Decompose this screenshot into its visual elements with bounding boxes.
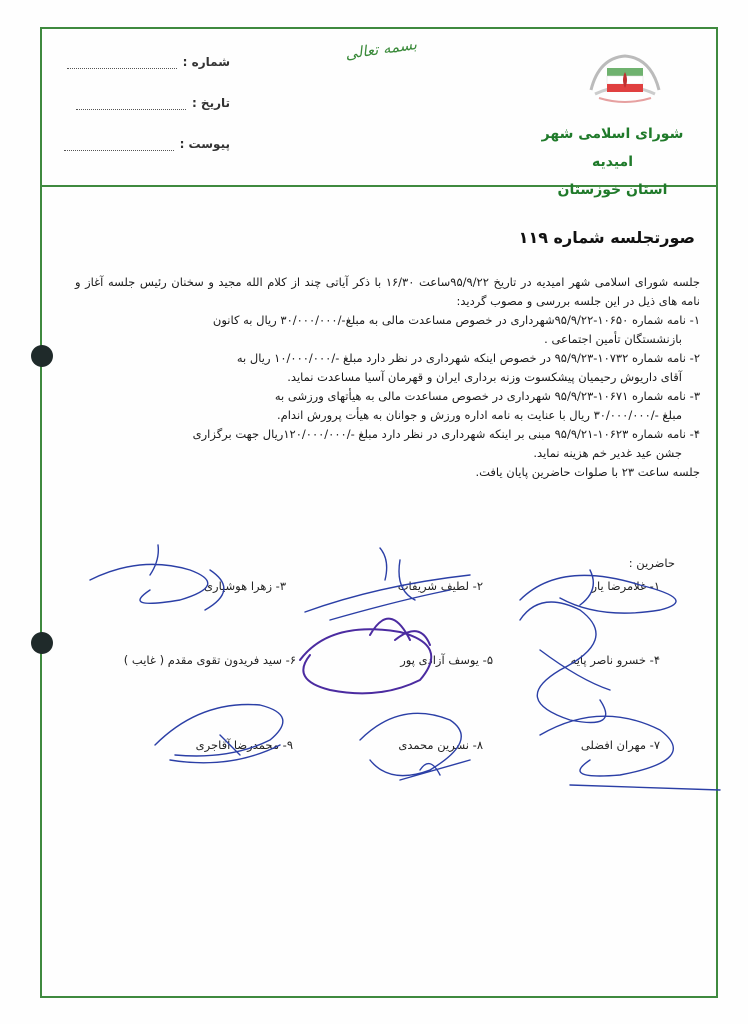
attendees-label: حاضرین : [628,556,675,570]
basmala: بسمه تعالی [344,35,418,63]
attachment-field [60,137,230,159]
minutes-body [75,273,700,482]
item-1-line-2: بازنشستگان تأمین اجتماعی . [544,332,682,346]
number-label: شماره : [182,55,230,69]
date-field [60,96,230,118]
attendee-8: ۸- نسرین محمدی [398,738,483,752]
council-header [520,120,705,204]
attendee-2: ۲- لطیف شریفات [397,579,483,593]
item-1-line-1: ۱- نامه شماره ۱۰۶۵۰-۹۵/۹/۲۲شهرداری در خصوص مساعدت مالی به مبلغ-/۳۰/۰۰۰/۰۰۰ ریال به کانون [212,313,700,327]
attendee-5: ۵- یوسف آزادی پور [400,653,493,667]
attendee-6: ۶- سید فریدون تقوی مقدم ( غایب ) [123,653,296,667]
item-2-line-2: آقای داریوش رحیمیان پیشکسوت وزنه برداری ایران و قهرمان آسیا مساعدت نماید. [287,370,682,384]
attachment-value-line [64,139,174,151]
item-2-line-1: ۲- نامه شماره ۱۰۷۳۲-۹۵/۹/۲۳ در خصوص اینکه شهرداری در نظر دارد مبلغ -/۱۰/۰۰۰/۰۰۰ ریال به [236,351,700,365]
binder-hole-bottom [31,632,53,654]
council-emblem-icon [585,50,665,105]
number-field [60,55,230,77]
attendee-4: ۴- خسرو ناصر پایه [570,653,660,667]
date-value-line [76,98,186,110]
council-name: شورای اسلامی شهر امیدیه [541,126,684,170]
number-value-line [67,57,177,69]
document-title: صورتجلسه شماره ۱۱۹ [518,228,695,247]
attendee-1: ۱- غلامرضا یار [591,579,660,593]
attendee-7: ۷- مهران افضلی [580,738,660,752]
attendee-3: ۳- زهرا هوشیاری [204,579,286,593]
attachment-label: پیوست : [179,137,230,151]
closing-line: جلسه ساعت ۲۳ با صلوات حاضرین پایان یافت. [475,465,700,479]
attendee-9: ۹- محمدرضا آقاجری [195,738,293,752]
item-3-line-1: ۳- نامه شماره ۱۰۶۷۱-۹۵/۹/۲۳ شهرداری در خصوص مساعدت مالی به هیأتهای ورزشی به [274,389,700,403]
item-3-line-2: مبلغ -/۳۰/۰۰۰/۰۰۰ ریال با عنایت به نامه اداره ورزش و جوانان به هیأت پرورش اندام. [276,408,682,422]
date-label: تاریخ : [191,96,230,110]
item-4-line-1: ۴- نامه شماره ۱۰۶۲۳-۹۵/۹/۲۱ مبنی بر اینکه شهرداری در نظر دارد مبلغ -/۱۲۰/۰۰۰/۰۰۰ریال جهت برگزاری [192,427,700,441]
item-4-line-2: جشن عید غدیر خم هزینه نماید. [533,446,682,460]
binder-hole-top [31,345,53,367]
intro-paragraph: جلسه شورای اسلامی شهر امیدیه در تاریخ ۹۵/۹/۲۲ساعت ۱۶/۳۰ با ذکر آیاتی چند از کلام الله مجید و سخنان رئیس جلسه آغاز و نامه های ذیل در این جلسه بررسی و مصوب گردید: [75,275,701,308]
province-name: استان خوزستان [557,182,668,198]
